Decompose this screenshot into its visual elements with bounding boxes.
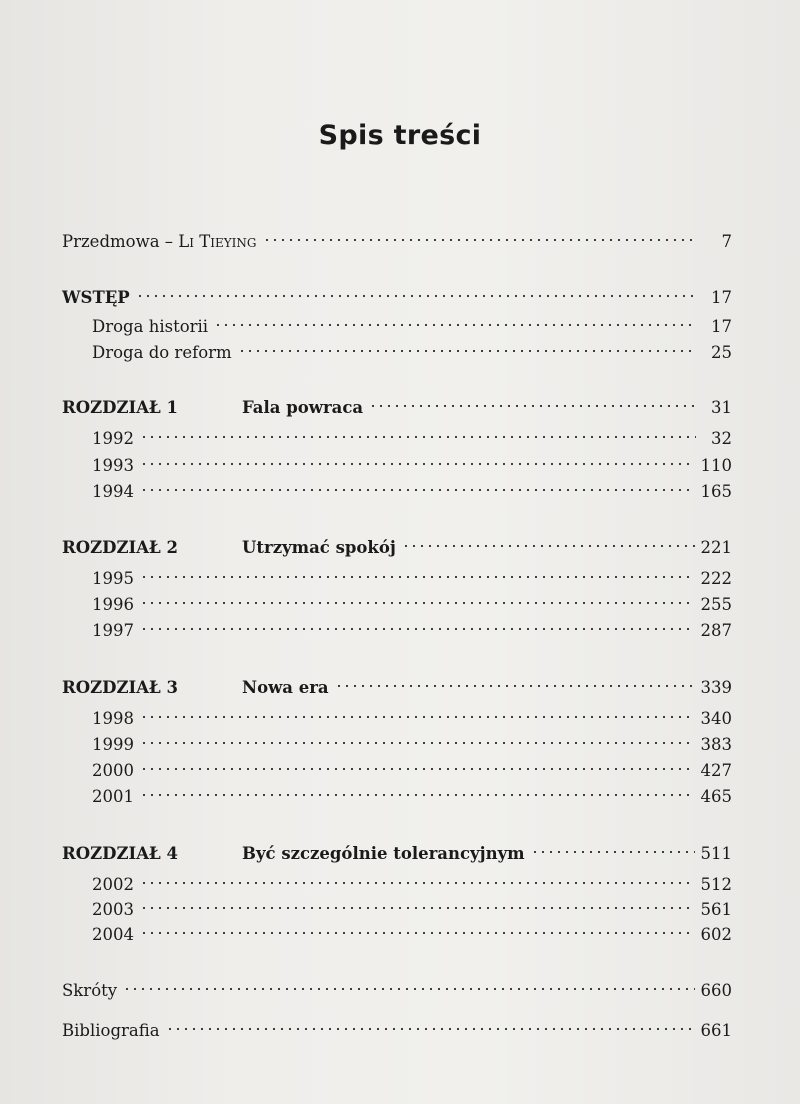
dot-leader	[140, 792, 695, 798]
year-label: 1993	[92, 456, 134, 475]
dot-leader	[140, 626, 695, 632]
dot-leader	[140, 574, 695, 580]
toc-year-entry	[92, 872, 732, 898]
year-label: 1999	[92, 735, 134, 754]
toc-entry-bibliography	[62, 1018, 732, 1044]
dot-leader	[140, 434, 696, 440]
subentry-label: Droga historii	[92, 317, 209, 336]
preface-author: Li Tieying	[178, 232, 257, 251]
dot-leader	[531, 849, 695, 855]
dot-leader	[140, 880, 695, 886]
dot-leader	[166, 1026, 695, 1032]
toc-year-entry	[92, 706, 732, 732]
toc-chapter-4	[62, 841, 732, 867]
page-number: 165	[700, 482, 732, 501]
year-label: 2004	[92, 925, 134, 944]
page-number: 110	[700, 456, 732, 475]
page-number: 255	[700, 595, 732, 614]
year-label: 2001	[92, 787, 134, 806]
page-number: 31	[711, 398, 732, 417]
chapter-title: Fala powraca	[242, 398, 364, 417]
dot-leader	[140, 487, 695, 493]
toc-year-entry	[92, 618, 732, 644]
year-label: 1994	[92, 482, 134, 501]
toc-year-entry	[92, 758, 732, 784]
chapter-title: Nowa era	[242, 678, 329, 697]
dot-leader	[140, 740, 695, 746]
chapter-number: ROZDZIAŁ 3	[62, 678, 178, 697]
page-number: 222	[700, 569, 732, 588]
page-number: 427	[700, 761, 732, 780]
toc-entry-abbreviations	[62, 978, 732, 1004]
page-title: Spis treści	[318, 120, 482, 151]
page-number: 465	[700, 787, 732, 806]
toc-chapter-1	[62, 395, 732, 421]
toc-year-entry	[92, 592, 732, 618]
dot-leader	[214, 322, 696, 328]
year-label: 2002	[92, 875, 134, 894]
year-label: 1997	[92, 621, 134, 640]
toc-entry-preface	[62, 229, 732, 255]
year-label: 2003	[92, 900, 134, 919]
toc-chapter-2	[62, 535, 732, 561]
abbreviations-label: Skróty	[62, 981, 118, 1000]
page-number: 25	[711, 343, 732, 362]
dot-leader	[140, 930, 695, 936]
dot-leader	[140, 714, 695, 720]
toc-year-entry	[92, 426, 732, 452]
chapter-number: ROZDZIAŁ 1	[62, 398, 178, 417]
dot-leader	[136, 293, 696, 299]
toc-subentry	[92, 340, 732, 366]
year-label: 1992	[92, 429, 134, 448]
page-number: 17	[711, 288, 732, 307]
year-label: 2000	[92, 761, 134, 780]
subentry-label: Droga do reform	[92, 343, 232, 362]
dot-leader	[238, 348, 696, 354]
page-number: 32	[711, 429, 732, 448]
dot-leader	[335, 683, 695, 689]
toc-year-entry	[92, 479, 732, 505]
dot-leader	[369, 403, 696, 409]
toc-year-entry	[92, 897, 732, 923]
dot-leader	[140, 600, 695, 606]
page-number: 383	[700, 735, 732, 754]
bibliography-label: Bibliografia	[62, 1021, 160, 1040]
page-number: 561	[700, 900, 732, 919]
page-number: 511	[700, 844, 732, 863]
toc-chapter-3	[62, 675, 732, 701]
page-number: 287	[700, 621, 732, 640]
page-number: 660	[700, 981, 732, 1000]
chapter-title: Utrzymać spokój	[242, 538, 396, 557]
chapter-number: ROZDZIAŁ 2	[62, 538, 178, 557]
page-number: 339	[700, 678, 732, 697]
page-number: 512	[700, 875, 732, 894]
dot-leader	[123, 986, 694, 992]
year-label: 1995	[92, 569, 134, 588]
toc-year-entry	[92, 784, 732, 810]
toc-year-entry	[92, 566, 732, 592]
intro-label: WSTĘP	[62, 288, 130, 307]
toc-year-entry	[92, 732, 732, 758]
page-number: 602	[700, 925, 732, 944]
toc-entry-intro	[62, 285, 732, 311]
dot-leader	[263, 237, 697, 243]
preface-label: Przedmowa – Li Tieying	[62, 232, 257, 251]
year-label: 1998	[92, 709, 134, 728]
chapter-title: Być szczególnie tolerancyjnym	[242, 844, 525, 863]
page-number: 221	[700, 538, 732, 557]
toc-year-entry	[92, 922, 732, 948]
dot-leader	[140, 766, 695, 772]
dot-leader	[140, 905, 695, 911]
toc-year-entry	[92, 453, 732, 479]
page-number: 340	[700, 709, 732, 728]
year-label: 1996	[92, 595, 134, 614]
page-number: 7	[721, 232, 732, 251]
chapter-number: ROZDZIAŁ 4	[62, 844, 178, 863]
toc-subentry	[92, 314, 732, 340]
dot-leader	[140, 461, 695, 467]
page-number: 661	[700, 1021, 732, 1040]
dot-leader	[402, 543, 695, 549]
page-number: 17	[711, 317, 732, 336]
